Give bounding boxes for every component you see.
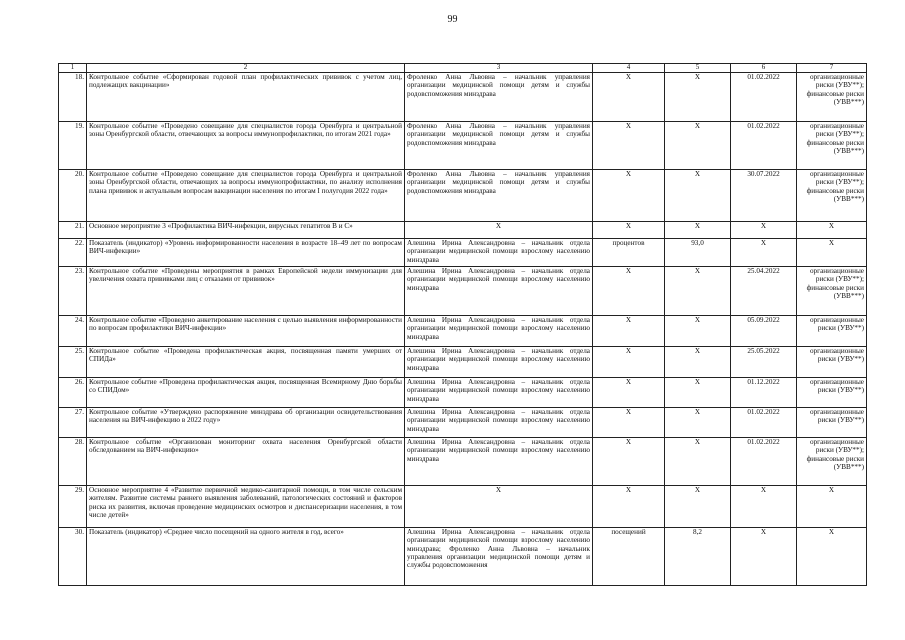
event-text: Основное мероприятие 4 «Развитие первичной медико-санитарной помощи, в том числе сельским жителям. Развитие системы раннего выявления заболеваний, патологических состояний и факторов риска их развития, включая проведение медицинских осмотров и диспансеризации населения, в том числе детей»: [87, 486, 405, 528]
row-number: 22.: [59, 239, 87, 267]
row-number: 26.: [59, 378, 87, 408]
unit-cell: X: [593, 378, 665, 408]
table-row: [59, 347, 867, 378]
value-cell: 93,0: [665, 239, 731, 267]
event-text: Контрольное событие «Утверждено распоряжение минздрава об организации освидетельствования населения на ВИЧ-инфекцию в 2022 году»: [87, 408, 405, 438]
header-cell: 3: [405, 64, 593, 73]
event-text: Контрольное событие «Проведено совещание для специалистов города Оренбурга и центральной зоны Оренбургской области, отвечающих за вопросы иммунопрофилактики, по итогам 2021 года»: [87, 122, 405, 170]
responsible-text: Алешина Ирина Александровна – начальник отдела организации медицинской помощи взрослому населению минздрава: [405, 408, 593, 438]
row-number: 20.: [59, 170, 87, 222]
unit-cell: X: [593, 438, 665, 486]
value-cell: 8,2: [665, 528, 731, 586]
value-cell: X: [665, 316, 731, 347]
date-cell: 25.04.2022: [731, 267, 797, 316]
responsible-text: Алешина Ирина Александровна – начальник отдела организации медицинской помощи взрослому населению минздрава: [405, 438, 593, 486]
responsible-text: X: [405, 222, 593, 239]
header-cell: 4: [593, 64, 665, 73]
table-row: [59, 486, 867, 528]
event-text: Контрольное событие «Проведена профилактическая акция, посвященная Всемирному Дню борьбы со СПИДом»: [87, 378, 405, 408]
table-row: [59, 267, 867, 316]
table-row: [59, 170, 867, 222]
date-cell: X: [731, 486, 797, 528]
responsible-text: Алешина Ирина Александровна – начальник отдела организации медицинской помощи взрослому населению минздрава: [405, 316, 593, 347]
risk-cell: организационные риски (УВУ**); финансовые риски (УВВ***): [797, 267, 867, 316]
plan-table: [58, 63, 867, 586]
table-row: [59, 438, 867, 486]
responsible-text: Алешина Ирина Александровна – начальник отдела организации медицинской помощи взрослому населению минздрава: [405, 378, 593, 408]
event-text: Контрольное событие «Проведено совещание для специалистов города Оренбурга и центральной зоны Оренбургской области, отвечающих за вопросы иммунопрофилактики, по анализу исполнения плана прививок и актуальным вопросам вакцинации населения по итогам I полугодия 2022 года»: [87, 170, 405, 222]
unit-cell: X: [593, 347, 665, 378]
value-cell: X: [665, 73, 731, 122]
unit-cell: посещений: [593, 528, 665, 586]
risk-cell: организационные риски (УВУ**): [797, 378, 867, 408]
unit-cell: X: [593, 73, 665, 122]
table-row: [59, 222, 867, 239]
header-cell: 6: [731, 64, 797, 73]
table-row: [59, 316, 867, 347]
value-cell: X: [665, 267, 731, 316]
unit-cell: X: [593, 122, 665, 170]
unit-cell: X: [593, 486, 665, 528]
responsible-text: Алешина Ирина Александровна – начальник отдела организации медицинской помощи взрослому населению минздрава; Фроленко Анна Львовна – начальник управления организации медицинской помощи детям и службы родовспоможения: [405, 528, 593, 586]
row-number: 19.: [59, 122, 87, 170]
row-number: 18.: [59, 73, 87, 122]
unit-cell: X: [593, 222, 665, 239]
unit-cell: X: [593, 408, 665, 438]
value-cell: X: [665, 378, 731, 408]
date-cell: X: [731, 239, 797, 267]
risk-cell: организационные риски (УВУ**); финансовые риски (УВВ***): [797, 438, 867, 486]
table-row: [59, 528, 867, 586]
page-number: 99: [447, 14, 458, 25]
risk-cell: X: [797, 239, 867, 267]
risk-cell: организационные риски (УВУ**); финансовые риски (УВВ***): [797, 73, 867, 122]
risk-cell: организационные риски (УВУ**); финансовые риски (УВВ***): [797, 170, 867, 222]
row-number: 25.: [59, 347, 87, 378]
date-cell: 01.02.2022: [731, 122, 797, 170]
date-cell: 30.07.2022: [731, 170, 797, 222]
value-cell: X: [665, 170, 731, 222]
row-number: 28.: [59, 438, 87, 486]
date-cell: 01.02.2022: [731, 73, 797, 122]
risk-cell: X: [797, 486, 867, 528]
event-text: Показатель (индикатор) «Уровень информированности населения в возрасте 18–49 лет по вопросам ВИЧ-инфекции»: [87, 239, 405, 267]
risk-cell: организационные риски (УВУ**): [797, 347, 867, 378]
unit-cell: X: [593, 267, 665, 316]
event-text: Контрольное событие «Проведено анкетирование населения с целью выявления информированности по вопросам профилактики ВИЧ-инфекции»: [87, 316, 405, 347]
date-cell: 05.09.2022: [731, 316, 797, 347]
date-cell: X: [731, 222, 797, 239]
risk-cell: организационные риски (УВУ**): [797, 316, 867, 347]
table-row: [59, 239, 867, 267]
row-number: 21.: [59, 222, 87, 239]
table-row: [59, 408, 867, 438]
table-row: [59, 122, 867, 170]
row-number: 24.: [59, 316, 87, 347]
unit-cell: X: [593, 316, 665, 347]
value-cell: X: [665, 438, 731, 486]
unit-cell: X: [593, 170, 665, 222]
responsible-text: Алешина Ирина Александровна – начальник отдела организации медицинской помощи взрослому населению минздрава: [405, 347, 593, 378]
table-row: [59, 378, 867, 408]
date-cell: 01.12.2022: [731, 378, 797, 408]
event-text: Показатель (индикатор) «Среднее число посещений на одного жителя в год, всего»: [87, 528, 405, 586]
column-number-header: [59, 64, 867, 73]
date-cell: X: [731, 528, 797, 586]
date-cell: 25.05.2022: [731, 347, 797, 378]
row-number: 29.: [59, 486, 87, 528]
event-text: Контрольное событие «Проведена профилактическая акция, посвященная памяти умерших от СПИДа»: [87, 347, 405, 378]
event-text: Основное мероприятие 3 «Профилактика ВИЧ-инфекции, вирусных гепатитов B и C»: [87, 222, 405, 239]
row-number: 30.: [59, 528, 87, 586]
header-cell: 1: [59, 64, 87, 73]
risk-cell: организационные риски (УВУ**); финансовые риски (УВВ***): [797, 122, 867, 170]
row-number: 27.: [59, 408, 87, 438]
value-cell: X: [665, 408, 731, 438]
value-cell: X: [665, 486, 731, 528]
risk-cell: организационные риски (УВУ**): [797, 408, 867, 438]
header-cell: 7: [797, 64, 867, 73]
value-cell: X: [665, 122, 731, 170]
header-cell: 5: [665, 64, 731, 73]
responsible-text: Фроленко Анна Львовна – начальник управления организации медицинской помощи детям и службы родовспоможения минздрава: [405, 122, 593, 170]
risk-cell: X: [797, 528, 867, 586]
header-cell: 2: [87, 64, 405, 73]
row-number: 23.: [59, 267, 87, 316]
responsible-text: Алешина Ирина Александровна – начальник отдела организации медицинской помощи взрослому населению минздрава: [405, 267, 593, 316]
value-cell: X: [665, 222, 731, 239]
unit-cell: процентов: [593, 239, 665, 267]
responsible-text: X: [405, 486, 593, 528]
responsible-text: Фроленко Анна Львовна – начальник управления организации медицинской помощи детям и службы родовспоможения минздрава: [405, 170, 593, 222]
event-text: Контрольное событие «Организован мониторинг охвата населения Оренбургской области обследованием на ВИЧ-инфекцию»: [87, 438, 405, 486]
responsible-text: Алешина Ирина Александровна – начальник отдела организации медицинской помощи взрослому населению минздрава: [405, 239, 593, 267]
date-cell: 01.02.2022: [731, 408, 797, 438]
date-cell: 01.02.2022: [731, 438, 797, 486]
event-text: Контрольное событие «Проведены мероприятия в рамках Европейской недели иммунизации для увеличения охвата прививками лиц с отказами от прививок»: [87, 267, 405, 316]
table-row: [59, 73, 867, 122]
event-text: Контрольное событие «Сформирован годовой план профилактических прививок с учетом лиц, подлежащих вакцинации»: [87, 73, 405, 122]
risk-cell: X: [797, 222, 867, 239]
value-cell: X: [665, 347, 731, 378]
responsible-text: Фроленко Анна Львовна – начальник управления организации медицинской помощи детям и службы родовспоможения минздрава: [405, 73, 593, 122]
